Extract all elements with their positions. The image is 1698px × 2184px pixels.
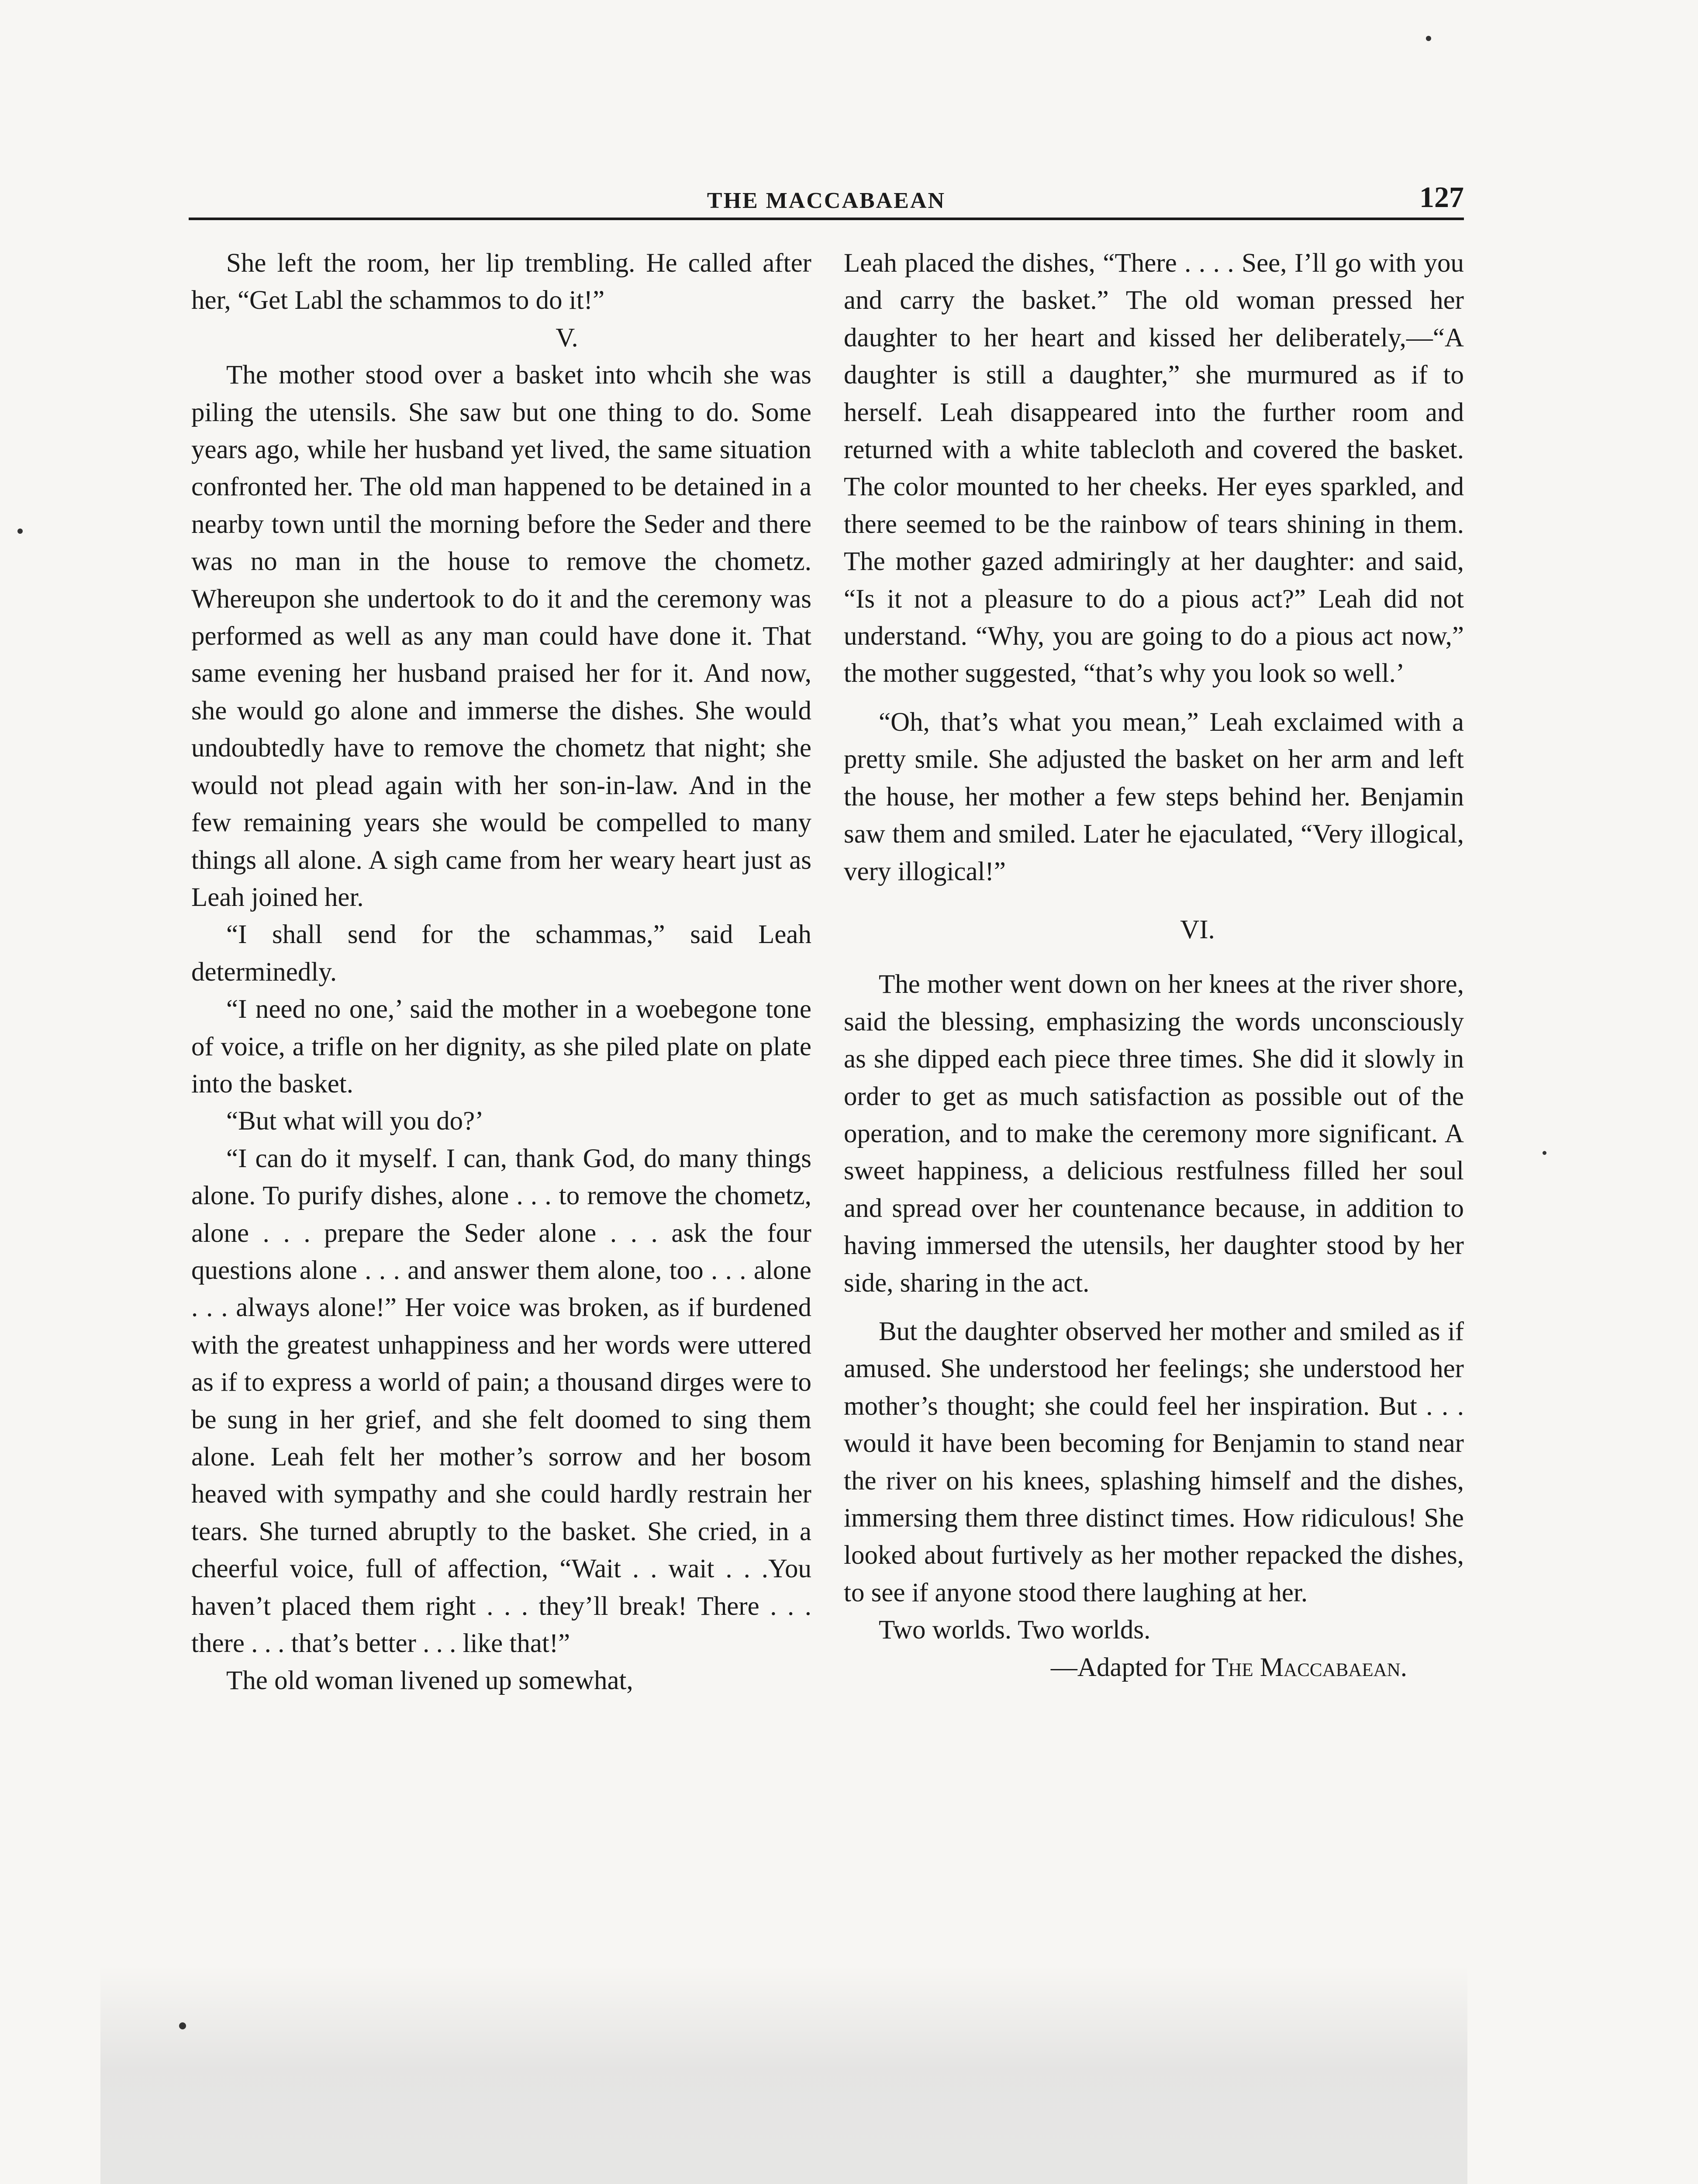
- scan-speck: [17, 529, 23, 534]
- header-rule: [189, 218, 1464, 220]
- scan-shadow: [100, 1966, 1467, 2184]
- paragraph: “But what will you do?’: [226, 1106, 484, 1136]
- paragraph: She left the room, her lip trembling. He called after her, “Get Labl the schammos to do it!”: [191, 249, 811, 315]
- scan-speck: [1543, 1151, 1546, 1155]
- left-column: [191, 245, 811, 1700]
- right-column: [844, 245, 1464, 1686]
- paragraph-gap: [844, 692, 1464, 704]
- section-heading-v: V.: [556, 323, 578, 352]
- scan-speck: [179, 2022, 186, 2029]
- paragraph-gap: [844, 1302, 1464, 1313]
- paragraph: The mother went down on her knees at the river shore, said the blessing, emphasizing the words unconsciously as she dipped each piece three times. She did it slowly in order to get as much satisfaction as possible out of the operation, and to make the ceremony more significant. A sweet happiness, a delicious restfulness filled her soul and spread over her countenance because, in addition to having immersed the utensils, her daughter stood by her side, sharing in the act.: [844, 970, 1464, 1298]
- attribution-prefix: —Adapted for: [1050, 1652, 1205, 1682]
- section-heading-vi: VI.: [1180, 915, 1215, 944]
- attribution: [844, 1649, 1464, 1686]
- scan-speck: [1426, 36, 1431, 41]
- attribution-journal: The Maccabaean.: [1212, 1652, 1407, 1682]
- paragraph: “I can do it myself. I can, thank God, do many things alone. To purify dishes, alone . . . to remove the chometz, alone . . . prepare the Seder alone . . . ask the four questions alone . . . and answer them alone, too . . . alone . . . always alone!” Her voice was broken, as if burdened with the greatest unhappiness and her words were uttered as if to express a world of pain; a thousand dirges were to be sung in her grief, and she felt doomed to sing them alone. Leah felt her mother’s sorrow and her bosom heaved with sympathy and she could hardly restrain her tears. She turned abruptly to the basket. She cried, in a cheerful voice, full of affection, “Wait . . wait . . .You haven’t placed them right . . . they’ll break! There . . . there . . . that’s better . . . like that!”: [191, 1144, 811, 1659]
- paragraph: The old woman livened up somewhat,: [226, 1666, 633, 1696]
- page-number: 127: [1419, 180, 1464, 214]
- paragraph: “I shall send for the schammas,” said Leah determinedly.: [191, 920, 811, 987]
- paragraph-continued: Leah placed the dishes, “There . . . . See, I’ll go with you and carry the basket.” The old woman pressed her daughter to her heart and kissed her deliberately,—“A daughter is still a daughter,” she murmured as if to herself. Leah disappeared into the further room and returned with a white tablecloth and covered the basket. The color mounted to her cheeks. Her eyes sparkled, and there seemed to be the rainbow of tears shining in them. The mother gazed admiringly at her daughter: and said, “Is it not a pleasure to do a pious act?” Leah did not understand. “Why, you are going to do a pious act now,” the mother suggested, “that’s why you look so well.’: [844, 249, 1464, 688]
- paragraph: “Oh, that’s what you mean,” Leah exclaimed with a pretty smile. She adjusted the basket on her arm and left the house, her mother a few steps behind her. Benjamin saw them and smiled. Later he ejaculated, “Very illogical, very illogical!”: [844, 707, 1464, 886]
- paragraph: The mother stood over a basket into whcih she was piling the utensils. She saw but one thing to do. Some years ago, while her husband yet lived, the same situation confronted her. The old man happened to be detained in a nearby town until the morning before the Seder and there was no man in the house to remove the chometz. Whereupon she undertook to do it and the ceremony was performed as well as any man could have done it. That same evening her husband praised her for it. And now, she would go alone and immerse the dishes. She would undoubtedly have to remove the chometz that night; she would not plead again with her son-in-law. And in the few remaining years she would be compelled to many things all alone. A sigh came from her weary heart just as Leah joined her.: [191, 360, 811, 912]
- page-header: [189, 179, 1464, 218]
- paragraph: But the daughter observed her mother and smiled as if amused. She understood her feelings; she understood her mother’s thought; she could feel her inspiration. But . . . would it have been becoming for Benjamin to stand near the river on his knees, splashing himself and the dishes, immersing them three distinct times. How ridiculous! She looked about furtively as her mother repacked the dishes, to see if anyone stood there laughing at her.: [844, 1317, 1464, 1607]
- closing-line: Two worlds. Two worlds.: [879, 1615, 1151, 1645]
- paragraph: “I need no one,’ said the mother in a woebegone tone of voice, a trifle on her dignity, as she piled plate on plate into the basket.: [191, 995, 811, 1099]
- running-title: THE MACCABAEAN: [707, 188, 946, 213]
